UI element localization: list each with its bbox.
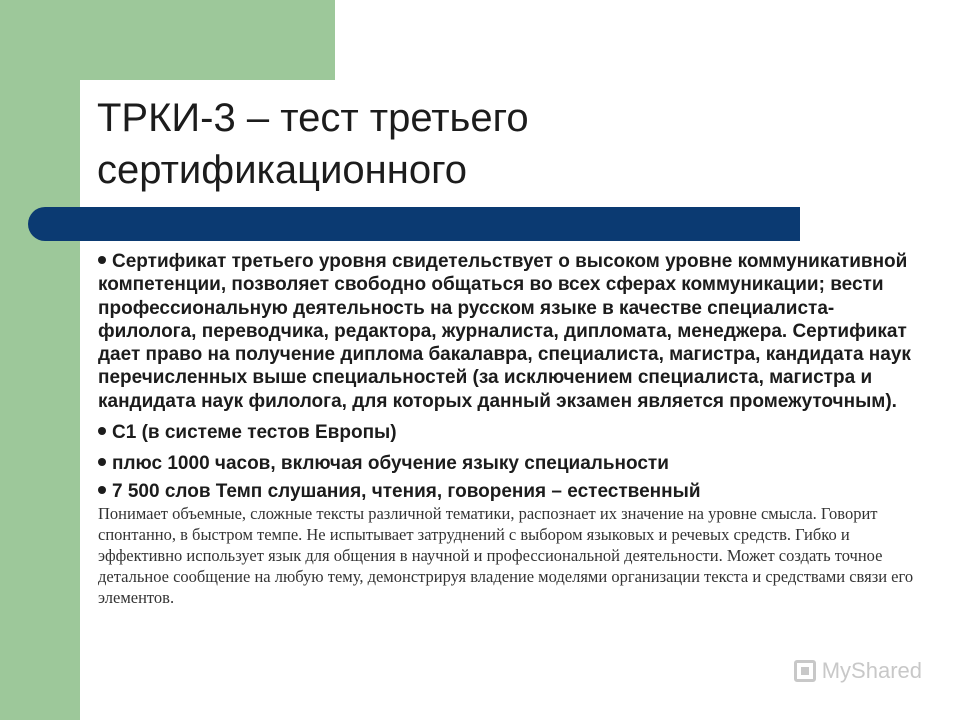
side-accent-panel bbox=[0, 0, 80, 720]
bullet-dot-icon bbox=[98, 256, 106, 264]
bullet-text: плюс 1000 часов, включая обучение языку специальности bbox=[112, 453, 669, 475]
bullet-text: С1 (в системе тестов Европы) bbox=[112, 422, 397, 444]
presentation-icon bbox=[794, 660, 816, 682]
bullet-dot-icon bbox=[98, 427, 106, 435]
bullet-text: Сертификат третьего уровня свидетельствует о высоком уровне коммуникативной компетенции, позволяет свободно общаться во всех сферах коммуникации; вести профессиональную деятельность на русском языке в качестве специалиста-филолога, переводчика, редактора, журналиста, дипломата, менеджера. Сертификат дает право на получение диплома бакалавра, специалиста, магистра, кандидата наук перечисленных выше специальностей (за исключением специалиста, магистра и кандидата наук филолога, для которых данный экзамен является промежуточным). bbox=[98, 251, 911, 412]
level-description: Понимает объемные, сложные тексты различной тематики, распознает их значение на уровне смысла. Говорит спонтанно, в быстром темпе. Не испытывает затруднений с выбором языковых и речевых средств. Гибко и эффективно использует язык для общения в научной и профессиональной деятельности. Может создать точное детальное сообщение на любую тему, демонстрируя владение моделями организации текста и средствами связи его элементов. bbox=[98, 503, 914, 607]
bullet-item bbox=[98, 421, 928, 444]
watermark-text: MyShared bbox=[821, 658, 922, 683]
bullet-item bbox=[98, 452, 928, 475]
slide-body bbox=[98, 250, 928, 608]
watermark bbox=[794, 658, 922, 684]
title-divider-bar bbox=[28, 207, 800, 241]
bullet-item bbox=[98, 480, 928, 503]
slide-title: ТРКИ-3 – тест третьего сертификационного bbox=[97, 96, 529, 192]
top-accent-panel bbox=[0, 0, 335, 80]
bullet-dot-icon bbox=[98, 486, 106, 494]
bullet-text: 7 500 слов Темп слушания, чтения, говорения – естественный bbox=[112, 480, 701, 502]
bullet-dot-icon bbox=[98, 458, 106, 466]
bullet-item bbox=[98, 250, 928, 413]
